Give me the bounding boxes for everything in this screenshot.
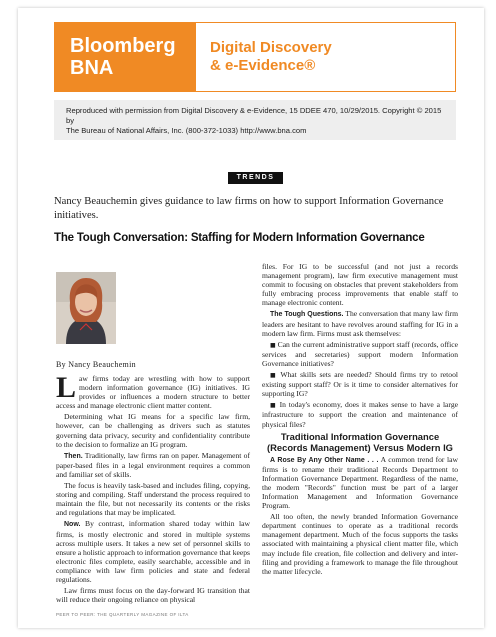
author-photo xyxy=(56,272,116,344)
left-column xyxy=(56,371,250,606)
runin-heading: A Rose By Any Other Name . . . xyxy=(270,456,379,464)
publication-title-line1: Digital Discovery xyxy=(210,39,332,56)
section-tag: TRENDS xyxy=(228,172,283,184)
permission-notice xyxy=(54,100,456,140)
intro-deck: Nancy Beauchemin gives guidance to law firms on how to support Information Governance initiatives. xyxy=(54,196,444,221)
bullet-item xyxy=(262,400,458,428)
bullet-item xyxy=(262,370,458,398)
paragraph xyxy=(56,371,250,411)
page-footer: PEER TO PEER: THE QUARTERLY MAGAZINE OF ILTA xyxy=(56,612,189,617)
byline: By Nancy Beauchemin xyxy=(56,360,136,369)
article-headline: The Tough Conversation: Staffing for Modern Information Governance xyxy=(54,232,425,244)
paragraph: Determining what IG means for a specific law firm, however, can be challenging as drivers such as statutes governing data privacy, security and confidentiality contribute to the decision to formalize an IG program. xyxy=(56,412,250,449)
paragraph: The focus is heavily task-based and includes filing, copying, storing and compiling. Staff understand the process required to maintain the file, but not necessarily its contents or the risks and regulations that may be implicated. xyxy=(56,481,250,518)
paragraph: All too often, the newly branded Information Governance department continues to operate as a traditional records management department. Much of the focus supports the tasks associated with maintaining a physical client matter file, which may include file creation, file collection and delivery and inter-filing and providing a framework to manage the file throughout the matter lifecycle. xyxy=(262,512,458,576)
right-column xyxy=(262,262,458,578)
bullet-icon: ■ xyxy=(270,372,278,380)
subheading: Traditional Information Governance (Records Management) Versus Modern IG xyxy=(267,430,453,453)
drop-cap: L xyxy=(56,371,77,404)
permission-line1: Reproduced with permission from Digital Discovery & e-Evidence, 15 DDEE 470, 10/29/2015. Copyright © 2015 by xyxy=(66,106,442,125)
runin-heading: Now. xyxy=(64,521,81,529)
paragraph-text: aw firms today are wrestling with how to support modern information governance (IG) initiatives. IG provides or influences a modern structure to better access and manage electronic client matter content. xyxy=(56,374,250,411)
bullet-text: Can the current administrative support staff (records, office services and secretaries) support modern Information Governance initiatives? xyxy=(262,339,458,368)
brand-line1: Bloomberg xyxy=(70,35,176,57)
bullet-item xyxy=(262,340,458,368)
publication-title-line2: & e-Evidence® xyxy=(210,57,316,74)
paragraph xyxy=(262,309,458,337)
paragraph-text: Traditionally, law firms ran on paper. Management of paper-based files in a legal environment requires a common and familiar set of skills. xyxy=(56,450,250,479)
brand-line2: BNA xyxy=(70,57,114,79)
paragraph xyxy=(56,519,250,584)
runin-heading: The Tough Questions. xyxy=(270,311,344,319)
paragraph-text: By contrast, information shared today within law firms, is mostly electronic and stored in multiple systems across multiple users. It takes a new set of personnel skills to ensure a holistic approach to information governance that keeps electronic files complete, easily searchable, accessible and in compliance with law firm policies and state and federal regulations. xyxy=(56,519,250,584)
paragraph-text: The conversation that many law firm leaders are hesitant to have revolves around staffing for IG in a modern law firm. Firms must ask themselves: xyxy=(262,309,458,338)
bloomberg-bna-logo xyxy=(54,22,196,92)
permission-line2: The Bureau of National Affairs, Inc. (800-372-1033) http://www.bna.com xyxy=(66,126,307,135)
paragraph: Law firms must focus on the day-forward IG transition that will reduce their ongoing reliance on physical xyxy=(56,586,250,605)
paragraph xyxy=(262,455,458,511)
publication-title xyxy=(196,22,456,92)
bullet-icon: ■ xyxy=(270,341,276,349)
bullet-icon: ■ xyxy=(270,402,277,410)
bullet-text: In today's economy, does it makes sense to have a large infrastructure to support the creation and maintenance of physical files? xyxy=(262,400,458,429)
runin-heading: Then. xyxy=(64,452,83,460)
paragraph-text: A common trend for law firms is to rename their traditional Records Department to Information Governance Department. Regardless of the name, the modern "Records" function must be part of a larger Information Management and Information Governance Program. xyxy=(262,454,458,511)
masthead xyxy=(54,22,456,92)
bullet-text: What skills sets are needed? Should firms try to retool existing support staff? Or is it time to consider alternatives for supporting IG? xyxy=(262,370,458,399)
paragraph: files. For IG to be successful (and not just a records management program), law firm executive management must commit to focusing on obstacles that prevent stakeholders from fully embracing process improvements that enable staff to manage electronic content. xyxy=(262,262,458,308)
paragraph xyxy=(56,451,250,479)
